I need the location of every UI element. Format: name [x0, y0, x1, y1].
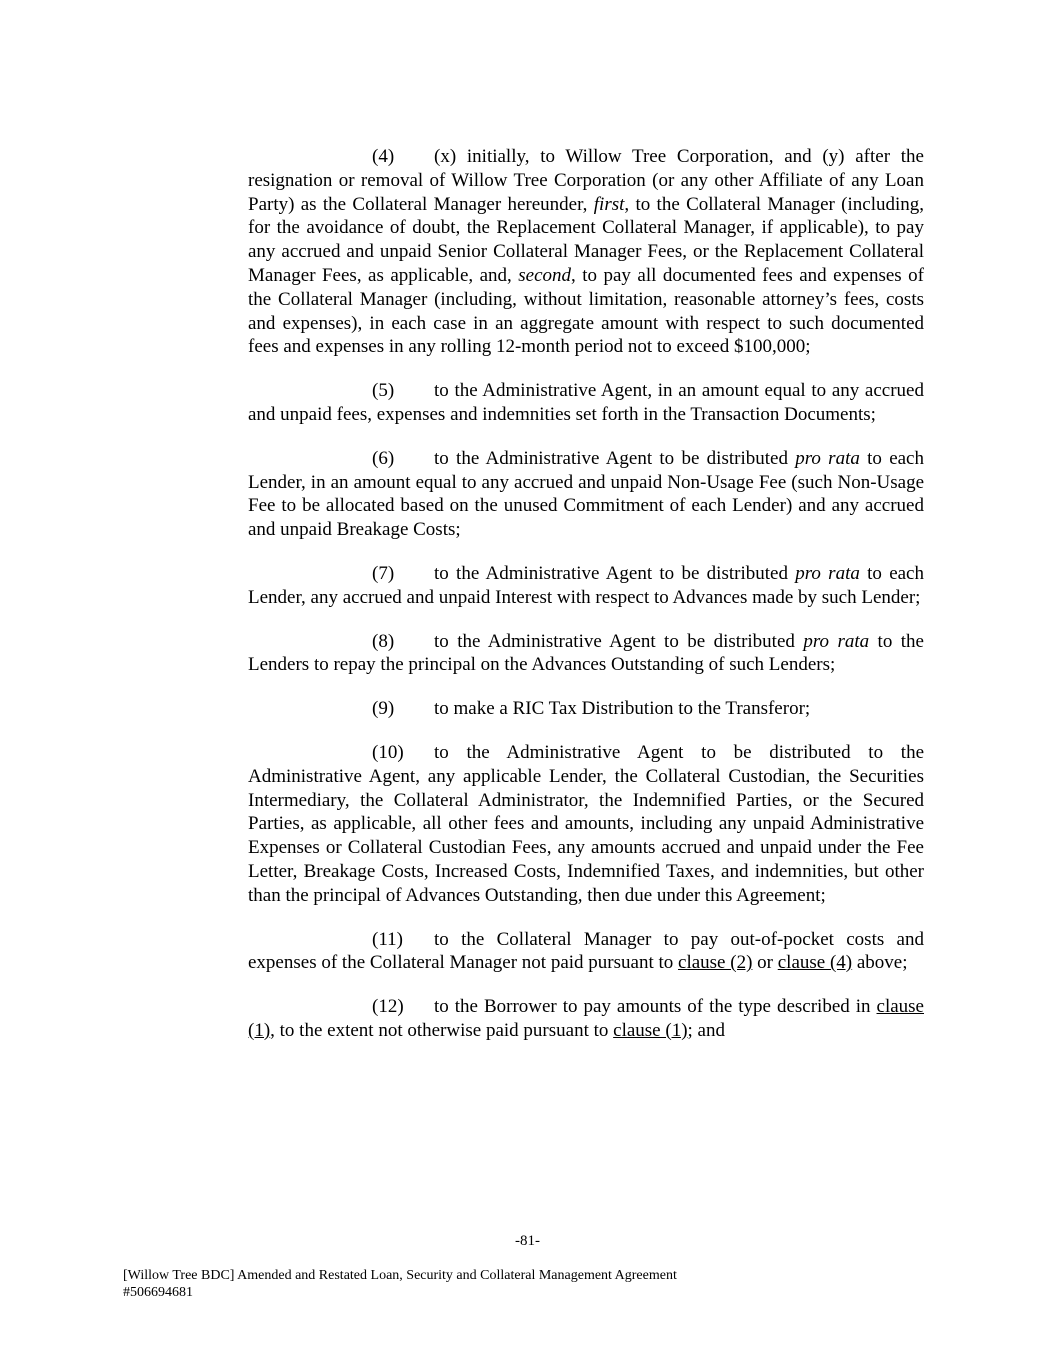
clause-text: to make a RIC Tax Distribution to the Transferor;: [434, 698, 811, 720]
clause-paragraph: [248, 447, 924, 542]
clause-number: (11): [372, 928, 403, 950]
clause-reference: clause (2): [678, 952, 753, 974]
clause-text: to each Lender, any accrued and unpaid Interest with respect to Advances made by such Lender;: [248, 562, 924, 608]
clause-reference: clause (1): [613, 1019, 688, 1041]
clause-paragraph: [248, 928, 924, 976]
clause-number: (6): [372, 447, 395, 469]
clause-reference: clause (1): [248, 996, 924, 1041]
clause-text: to the Collateral Manager to pay out-of-pocket costs and expenses of the Collateral Manager not paid pursuant to: [248, 928, 924, 974]
footer-doc-id: #506694681: [123, 1284, 193, 1300]
clause-paragraph: [248, 562, 924, 610]
emphasis-text: first: [593, 193, 625, 215]
page-number: -81-: [515, 1233, 540, 1249]
clause-text: or: [752, 952, 778, 974]
document-body: [248, 145, 924, 1043]
clause-text: to the Administrative Agent to be distributed: [434, 562, 796, 584]
clause-text: (x) initially, to Willow Tree Corporation, and (y) after the resignation or removal of Willow Tree Corporation (or any other Affiliate of any Loan Party) as the Collateral Manager hereunder,: [248, 146, 924, 215]
clause-number: (8): [372, 630, 395, 652]
clause-text: ; and: [687, 1019, 725, 1041]
footer-title: [Willow Tree BDC] Amended and Restated Loan, Security and Collateral Management Agreement: [123, 1268, 677, 1283]
clause-paragraph: [248, 379, 924, 427]
clause-number: (9): [372, 698, 395, 720]
clause-text: to the Administrative Agent to be distributed: [434, 630, 804, 652]
clause-text: to the Borrower to pay amounts of the type described in: [434, 996, 877, 1018]
clause-number: (7): [372, 562, 395, 584]
clause-paragraph: [248, 145, 924, 359]
clause-text: to each Lender, in an amount equal to any accrued and unpaid Non-Usage Fee (such Non-Usage Fee to be allocated based on the unused Commitment of each Lender) and any accrued and unpaid Breakage Costs;: [248, 447, 924, 541]
clause-text: , to the extent not otherwise paid pursuant to: [270, 1019, 614, 1041]
clause-paragraph: [248, 630, 924, 678]
clause-text: above;: [852, 952, 908, 974]
clause-text: , to the Collateral Manager (including, for the avoidance of doubt, the Replacement Collateral Manager, if applicable), to pay any accrued and unpaid Senior Collateral Manager Fees, or the Replacement Collateral Manager Fees, as applicable, and,: [248, 193, 924, 286]
clause-paragraph: [248, 697, 924, 721]
clause-number: (10): [372, 741, 404, 763]
clause-paragraph: [248, 741, 924, 908]
clause-text: , to pay all documented fees and expenses of the Collateral Manager (including, without limitation, reasonable attorney’s fees, costs and expenses), in each case in an aggregate amount with respect to such documented fees and expenses in any rolling 12-month period not to exceed $100,000;: [248, 264, 924, 358]
clause-number: (12): [372, 996, 404, 1018]
clause-number: (5): [372, 380, 395, 402]
clause-text: to the Lenders to repay the principal on the Advances Outstanding of such Lenders;: [248, 630, 924, 676]
clause-text: to the Administrative Agent to be distributed: [434, 447, 796, 469]
document-footer: [123, 1268, 923, 1301]
emphasis-text: pro rata: [795, 447, 860, 469]
clause-number: (4): [372, 146, 395, 167]
emphasis-text: pro rata: [803, 630, 870, 652]
clause-paragraph: [248, 995, 924, 1043]
emphasis-text: second: [518, 264, 572, 286]
clause-text: to the Administrative Agent to be distributed to the Administrative Agent, any applicable Lender, the Collateral Custodian, the Securities Intermediary, the Collateral Administrator, the Indemnified Parties, or the Secured Parties, as applicable, all other fees and amounts, including any unpaid Administrative Expenses or Collateral Custodian Fees, any amounts accrued and unpaid under the Fee Letter, Breakage Costs, Increased Costs, Indemnified Taxes, and indemnities, but other than the principal of Advances Outstanding, then due under this Agreement;: [248, 741, 924, 906]
clause-text: to the Administrative Agent, in an amount equal to any accrued and unpaid fees, expenses and indemnities set forth in the Transaction Documents;: [248, 380, 924, 425]
clause-reference: clause (4): [777, 952, 853, 974]
emphasis-text: pro rata: [795, 562, 860, 584]
